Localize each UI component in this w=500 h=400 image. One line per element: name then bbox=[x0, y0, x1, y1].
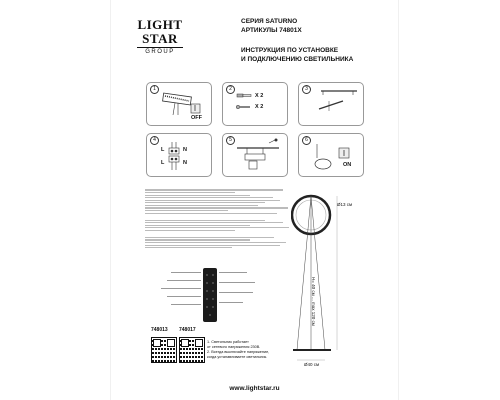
on-label: ON bbox=[343, 162, 352, 168]
instruction-line-1: ИНСТРУКЦИЯ ПО УСТАНОВКЕ bbox=[241, 47, 339, 54]
series-title: СЕРИЯ SATURNO bbox=[241, 18, 298, 25]
step-5-panel bbox=[222, 133, 288, 177]
instruction-title bbox=[241, 46, 353, 65]
note-2: 2. Всегда выключайте напряжение, bbox=[207, 350, 270, 355]
step-6-panel bbox=[298, 133, 364, 177]
step-number: 4 bbox=[150, 136, 159, 145]
note-2b: когда устанавливаете светильник. bbox=[207, 355, 268, 360]
remote-callout bbox=[219, 292, 253, 293]
step-3-panel bbox=[298, 82, 364, 126]
notes-block bbox=[207, 340, 269, 361]
remote-callout bbox=[171, 272, 201, 273]
article-748017: 748017 bbox=[179, 327, 196, 333]
articles-title: АРТИКУЛЫ 74801X bbox=[241, 27, 302, 35]
step-2-panel bbox=[222, 82, 288, 126]
wiring-illustration bbox=[147, 134, 211, 176]
remote-callout bbox=[171, 304, 201, 305]
dimension-side-diameter: Ø13 см bbox=[337, 202, 353, 207]
note-1b: от сетевого напряжения 230В. bbox=[207, 345, 261, 350]
step-number: 2 bbox=[226, 85, 235, 94]
quantity-label: X 2 bbox=[255, 104, 264, 110]
step-number: 6 bbox=[302, 136, 311, 145]
step-number: 1 bbox=[150, 85, 159, 94]
neutral-label: N bbox=[183, 147, 187, 153]
switch-on-illustration bbox=[299, 134, 363, 176]
note-1: 1. Светильник работает bbox=[207, 340, 249, 344]
remote-callout bbox=[219, 302, 243, 303]
ceiling-mount-illustration bbox=[223, 134, 287, 176]
live-label: L bbox=[161, 160, 165, 166]
mounting-bracket-illustration bbox=[299, 83, 363, 125]
step-1-panel bbox=[146, 82, 212, 126]
step-4-panel bbox=[146, 133, 212, 177]
neutral-label: N bbox=[183, 160, 187, 166]
remote-control bbox=[203, 268, 217, 322]
logo-line-2: STAR bbox=[142, 31, 178, 46]
qr-code-748013[interactable] bbox=[151, 337, 177, 363]
series-block bbox=[241, 17, 302, 36]
step-number: 5 bbox=[226, 136, 235, 145]
brand-logo bbox=[137, 18, 183, 55]
remote-callout bbox=[161, 288, 201, 289]
remote-callout bbox=[219, 272, 247, 273]
logo-line-3: GROUP bbox=[137, 47, 183, 55]
step-number: 3 bbox=[302, 85, 311, 94]
remote-callout bbox=[167, 280, 201, 281]
dimension-bottom-diameter: Ø40 см bbox=[304, 362, 320, 367]
instruction-sheet bbox=[110, 0, 399, 400]
safety-text-block bbox=[145, 188, 295, 250]
remote-callout bbox=[167, 296, 201, 297]
logo-line-1: LIGHT bbox=[137, 17, 183, 32]
instruction-line-2: И ПОДКЛЮЧЕНИЮ СВЕТИЛЬНИКА bbox=[241, 56, 354, 64]
article-748013: 748013 bbox=[151, 327, 168, 333]
lamp-dimension-drawing bbox=[291, 190, 351, 372]
live-label: L bbox=[161, 147, 165, 153]
quantity-label: X 2 bbox=[255, 93, 264, 99]
website-link[interactable]: www.lightstar.ru bbox=[229, 385, 280, 392]
dimension-height: H= 40 см ... max 120 см bbox=[311, 277, 316, 326]
remote-callout bbox=[219, 282, 255, 283]
qr-code-748017[interactable] bbox=[179, 337, 205, 363]
off-label: OFF bbox=[191, 115, 202, 121]
